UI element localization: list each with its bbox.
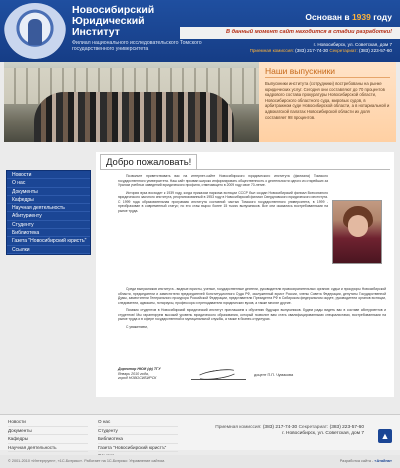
- sidebar-item-research[interactable]: Научная деятельность: [7, 204, 90, 212]
- footer-admissions-phone: (383) 217-74-30: [262, 425, 298, 430]
- institute-subtitle: Филиал национального исследовательского Томского государственного университета: [72, 40, 202, 52]
- developer-credit: [340, 455, 392, 468]
- secretary-label: Секретариат:: [329, 47, 358, 53]
- admissions-label: Приемная комиссия:: [249, 47, 294, 53]
- founded-year: 1939: [351, 12, 371, 22]
- graduates-group-photo: [4, 62, 259, 142]
- header-address: г. Новосибирск, ул. Советская, дом 7: [313, 42, 392, 47]
- handwritten-signature: [191, 370, 246, 380]
- portrait-face: [348, 215, 368, 237]
- signature-stroke: [197, 367, 238, 381]
- founded-suffix: году: [373, 12, 392, 22]
- founded-prefix: Основан в: [305, 12, 350, 22]
- footer-link-library[interactable]: Библиотека: [98, 435, 178, 444]
- secretary-phone: (383) 223-57-60: [359, 47, 392, 53]
- sidebar-item-news[interactable]: Новости: [7, 171, 90, 179]
- header-contacts: [250, 42, 392, 54]
- signer-name: доцент П.П. Чумакова: [254, 373, 294, 377]
- sidebar-item-documents[interactable]: Документы: [7, 188, 90, 196]
- footer-link-research[interactable]: Научная деятельность: [8, 444, 88, 453]
- footer-admissions-label: Приемная комиссия:: [215, 425, 262, 430]
- dev-prefix: Разработка сайта -: [339, 459, 374, 463]
- article-body: [118, 287, 386, 332]
- banner: [4, 62, 396, 142]
- footer-address: г. Новосибирск, ул. Советская, дом 7: [282, 431, 364, 436]
- sidebar-item-departments[interactable]: Кафедры: [7, 196, 90, 204]
- sidebar-item-newspaper[interactable]: Газета "Новосибирский юристъ": [7, 237, 90, 245]
- main-content: [96, 152, 394, 397]
- title-line-3: Институт: [72, 26, 120, 38]
- article-paragraph: Помимо студентов в Новосибирский юридический институт приглашаем к обучению будущих выпускников. Будем рады видеть вас в составе абитуриентов и студентов! Мы гарантируем высокий уровень юридического образования, который позволит вам стать квалифицированными специалистами, востребованными на рынке труда и в сфере государственной и муниципальной службы, а также в бизнес-структурах.: [118, 308, 386, 321]
- admissions-phone: (383) 217-74-30: [295, 47, 329, 53]
- graduates-title: Наши выпускники: [265, 66, 390, 78]
- director-portrait: [332, 200, 382, 264]
- title-divider: [100, 169, 390, 170]
- sidebar-item-about[interactable]: О нас: [7, 179, 90, 187]
- sidebar-item-students[interactable]: Студенту: [7, 221, 90, 229]
- footer-link-students[interactable]: Студенту: [98, 427, 178, 436]
- footer-secretary-label: Секретариат:: [298, 425, 329, 430]
- footer-link-about[interactable]: О нас: [98, 418, 178, 427]
- sidebar-item-links[interactable]: Ссылки: [7, 246, 90, 254]
- title-line-2: Юридический: [72, 15, 145, 27]
- article-paragraph: Позвольте приветствовать вас на интернет-сайте Новосибирского юридического института (филиала) Томского государственного университета. Наш сайт призван широко информировать общественность о деятельности одного из старейших за Уралом учебных заведений юридического профиля, отмечающего в 2009 году свое 70-летие.: [118, 174, 328, 187]
- article-paragraph: Среди выпускников института - видные юристы, ученые, государственные деятели, руководители правоохранительных органов: судьи и прокуроры Новосибирской области, председатели и заместители председателей Конституционного Суда РФ, заслуженный юрист России, члены Совета Федерации, депутаты Государственной Думы, заместители Генерального прокурора Российской Федерации, представители Президента РФ в Сибирском федеральном округе, руководители органов юстиции, следователи, адвокаты, нотариусы, профессора и преподаватели юридических вузов, а также многие другие.: [118, 287, 386, 305]
- copyright: © 2001-2010 «Интергрупп», «1С-Битрикс». Работает на 1С-Битрикс: Управление сайтом.: [0, 455, 400, 468]
- graduates-panel: [259, 62, 396, 142]
- photo-crowd: [34, 92, 234, 142]
- footer-link-documents[interactable]: Документы: [8, 427, 88, 436]
- footer-link-news[interactable]: Новости: [8, 418, 88, 427]
- graduates-text: Выпускники института (сотрудники) востребованы на рынке юридических услуг. Сегодня они составляют до 70 процентов кадрового состава прокуратуры Новосибирской области, Новосибирского областного суда, мировых судов, в арбитражном суде Новосибирской области, а в нотариальной и адвокатской палатах Новосибирской области их доля составляет 98 процентов.: [265, 81, 390, 120]
- sidebar-nav: [6, 170, 91, 255]
- title-line-1: Новосибирский: [72, 4, 155, 16]
- article-paragraph: История вуза восходит к 1939 году, когда приказом наркома юстиции СССР был создан Новосибирский филиал Всесоюзного юридического заочного института, реорганизованный в 1953 году в Новосибирский филиал Свердловского юридического института. С 1999 года образовательная программа института составной частью Томского государственного университета, в 1999 - преобразован в современный статус; но его стаж вырос более 15 тысяч выпускников. Все они оказались востребованными на рынке труда.: [118, 190, 328, 213]
- founded-text: [305, 12, 392, 22]
- institute-title[interactable]: [72, 5, 154, 38]
- footer-contacts: [215, 425, 364, 437]
- greeting: С уважением,: [126, 324, 148, 329]
- signer-role: Директор НЮИ (ф) ТГУ: [118, 367, 161, 371]
- sidebar-item-applicants[interactable]: Абитуриенту: [7, 212, 90, 220]
- signature-block: [118, 367, 161, 381]
- page-title: Добро пожаловать!: [100, 154, 197, 170]
- dev-brand-link[interactable]: «Атайпа»: [374, 459, 392, 463]
- footer-link-departments[interactable]: Кафедры: [8, 435, 88, 444]
- signer-city: город НОВОСИБИРСК: [118, 376, 157, 381]
- signer-date: Январь 2010 года,: [118, 371, 149, 376]
- footer-link-newspaper[interactable]: Газета "Новосибирский юристъ": [98, 444, 178, 453]
- institute-seal-icon[interactable]: [4, 3, 66, 59]
- arrow-up-icon[interactable]: ▲: [378, 429, 392, 443]
- site-header: [0, 0, 400, 62]
- motto-text: В данный момент сайт находится в стадии разработки!: [225, 29, 392, 35]
- footer-secretary-phone: (383) 223-57-60: [329, 425, 364, 430]
- seal-figure: [28, 19, 42, 45]
- header-phones: [250, 48, 392, 54]
- footer-column-1: [8, 418, 88, 452]
- sidebar-item-library[interactable]: Библиотека: [7, 229, 90, 237]
- footer: [0, 414, 400, 450]
- article-intro: [118, 174, 328, 216]
